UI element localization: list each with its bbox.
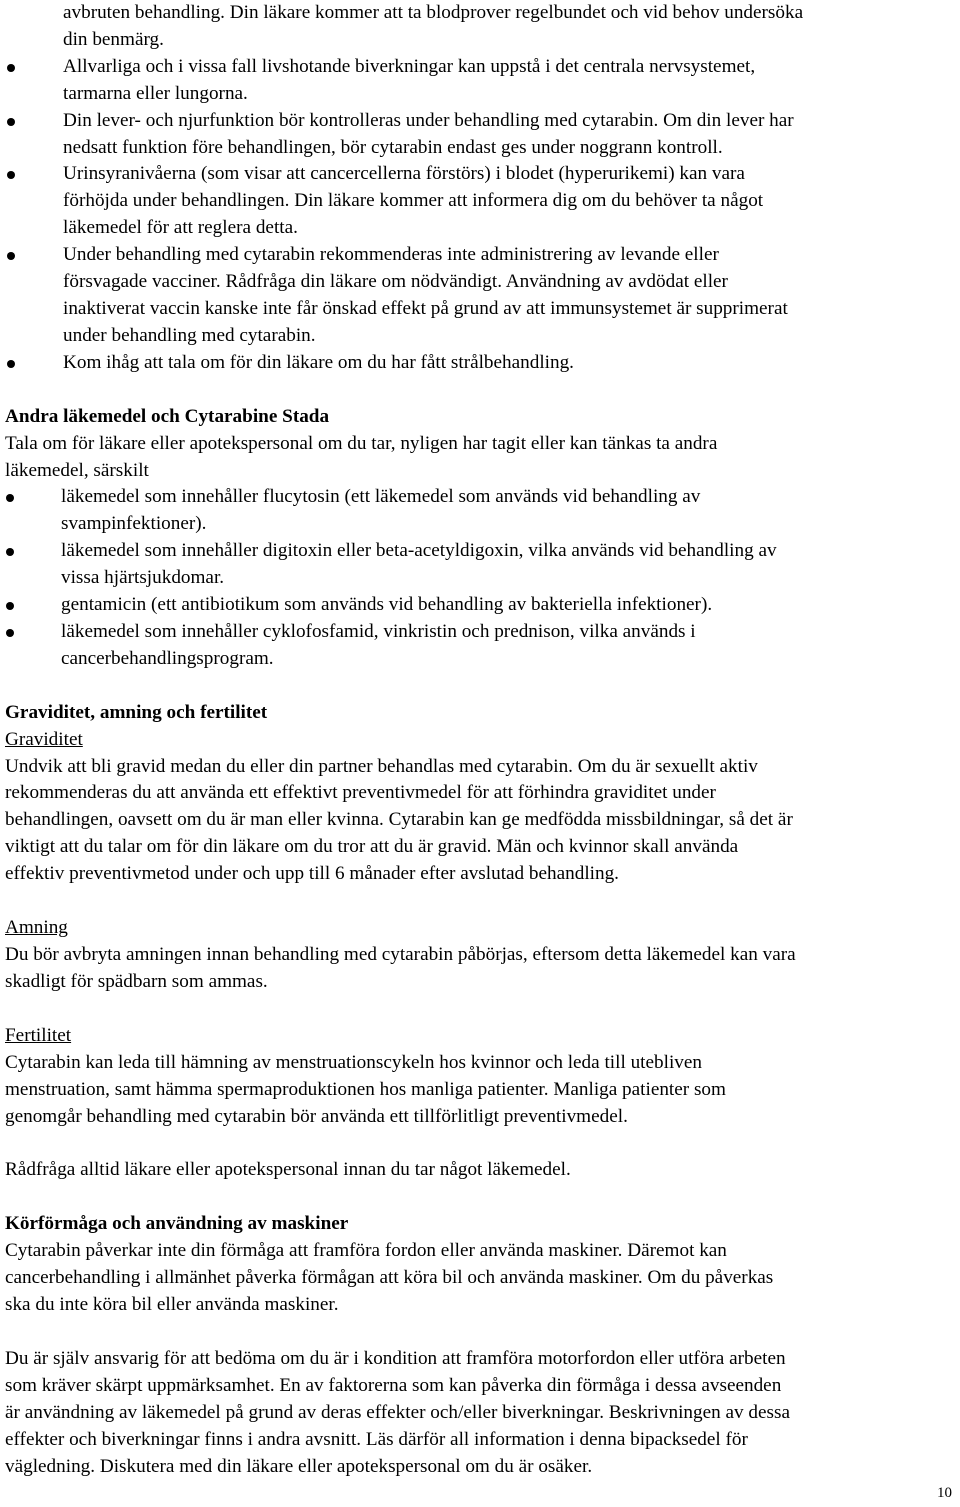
text-line: behandlingen, oavsett om du är man eller kvinna. Cytarabin kan ge medfödda missbildningar, så det är	[5, 809, 793, 831]
bullet-icon	[6, 548, 14, 556]
text-line: genomgår behandling med cytarabin bör använda ett tillförlitligt preventivmedel.	[5, 1105, 628, 1127]
text-line: avbruten behandling. Din läkare kommer att ta blodprover regelbundet och vid behov undersöka	[63, 2, 804, 23]
text-line: Du är själv ansvarig för att bedöma om du är i kondition att framföra motorfordon eller utföra arbeten	[5, 1347, 786, 1369]
list-item	[5, 592, 955, 619]
spacer	[5, 996, 955, 1023]
continued-paragraph	[5, 0, 955, 54]
text-line: läkemedel som innehåller cyklofosfamid, vinkristin och prednison, vilka används i	[61, 620, 696, 642]
text-line: menstruation, samt hämma spermaproduktionen hos manliga patienter. Manliga patienter som	[5, 1078, 726, 1100]
document-page	[5, 0, 955, 1481]
list-item	[5, 538, 955, 592]
text-line: cancerbehandling i allmänhet påverka förmågan att köra bil och använda maskiner. Om du påverkas	[5, 1267, 774, 1289]
warnings-list	[5, 54, 955, 377]
text-line: förhöjda under behandlingen. Din läkare kommer att informera dig om du behöver ta något	[63, 190, 764, 212]
spacer	[5, 1130, 955, 1157]
text-line: svampinfektioner).	[61, 513, 207, 535]
section-heading-driving: Körförmåga och användning av maskiner	[5, 1213, 349, 1235]
text-line: skadligt för spädbarn som ammas.	[5, 970, 268, 992]
text-line: tarmarna eller lungorna.	[63, 82, 248, 104]
text-line: effektiv preventivmetod under och upp till 6 månader efter avslutad behandling.	[5, 863, 619, 885]
text-line: Kom ihåg att tala om för din läkare om du har fått strålbehandling.	[63, 351, 574, 373]
text-line: inaktiverat vaccin kanske inte får önskad effekt på grund av att immunsystemet är supprimerat	[63, 297, 788, 319]
text-line: Cytarabin påverkar inte din förmåga att framföra fordon eller använda maskiner. Däremot kan	[5, 1240, 727, 1262]
subheading-fertilitet: Fertilitet	[5, 1024, 72, 1046]
spacer	[5, 673, 955, 700]
text-line: är användning av läkemedel på grund av deras effekter och/eller biverkningar. Beskrivningen av dessa	[5, 1401, 790, 1423]
text-line: Cytarabin kan leda till hämning av menstruationscykeln hos kvinnor och leda till utebliven	[5, 1051, 702, 1073]
text-line: viktigt att du talar om för din läkare om du tror att du är gravid. Män och kvinnor skall använda	[5, 836, 739, 858]
bullet-icon	[7, 64, 15, 72]
text-line: Tala om för läkare eller apotekspersonal om du tar, nyligen har tagit eller kan tänkas ta andra	[5, 432, 718, 454]
text-line: nedsatt funktion före behandlingen, bör cytarabin endast ges under noggrann kontroll.	[63, 136, 723, 158]
text-line: försvagade vacciner. Rådfråga din läkare om nödvändigt. Användning av avdödat eller	[63, 271, 728, 293]
subheading-amning: Amning	[5, 917, 68, 939]
text-line: din benmärg.	[63, 28, 164, 50]
text-line: som kräver skärpt uppmärksamhet. En av faktorerna som kan påverka din förmåga i dessa avseenden	[5, 1374, 782, 1396]
list-item	[5, 619, 955, 673]
bullet-icon	[6, 602, 14, 610]
list-item	[5, 108, 955, 162]
driving-paragraph-2	[5, 1346, 955, 1481]
text-line: Urinsyranivåerna (som visar att cancercellerna förstörs) i blodet (hyperurikemi) kan vara	[63, 163, 745, 185]
text-line: effekter och biverkningar finns i andra avsnitt. Läs därför all information i denna bipacksedel för	[5, 1428, 748, 1450]
section-heading-other-medicines: Andra läkemedel och Cytarabine Stada	[5, 405, 330, 427]
other-medicines-list	[5, 484, 955, 672]
list-item	[5, 242, 955, 350]
text-line: vissa hjärtsjukdomar.	[61, 567, 225, 589]
text-line: ska du inte köra bil eller använda maskiner.	[5, 1294, 339, 1316]
text-line: rekommenderas du att använda ett effektivt preventivmedel för att förhindra graviditet under	[5, 782, 716, 804]
text-line: läkemedel för att reglera detta.	[63, 217, 298, 239]
spacer	[5, 888, 955, 915]
spacer	[5, 1184, 955, 1211]
text-line: Undvik att bli gravid medan du eller din partner behandlas med cytarabin. Om du är sexuellt aktiv	[5, 755, 758, 777]
graviditet-paragraph	[5, 754, 955, 889]
text-line: Du bör avbryta amningen innan behandling med cytarabin påbörjas, eftersom detta läkemedel kan vara	[5, 944, 796, 965]
spacer	[5, 377, 955, 404]
bullet-icon	[6, 629, 14, 637]
list-item	[5, 54, 955, 108]
driving-paragraph-1	[5, 1238, 955, 1319]
section-heading-pregnancy: Graviditet, amning och fertilitet	[5, 701, 268, 723]
text-line: läkemedel som innehåller digitoxin eller beta-acetyldigoxin, vilka används vid behandling av	[61, 540, 777, 562]
bullet-icon	[7, 171, 15, 179]
page-number: 10	[937, 1485, 952, 1501]
intro-paragraph	[5, 431, 955, 485]
text-line: Under behandling med cytarabin rekommenderas inte administrering av levande eller	[63, 244, 719, 266]
advice-paragraph: Rådfråga alltid läkare eller apotekspersonal innan du tar något läkemedel.	[5, 1159, 571, 1181]
subheading-graviditet: Graviditet	[5, 728, 83, 750]
amning-paragraph	[5, 942, 955, 996]
text-line: läkemedel som innehåller flucytosin (ett läkemedel som används vid behandling av	[61, 486, 701, 508]
list-item	[5, 161, 955, 242]
bullet-icon	[7, 118, 15, 126]
bullet-icon	[7, 252, 15, 260]
bullet-icon	[6, 494, 14, 502]
list-item	[5, 484, 955, 538]
text-line: Din lever- och njurfunktion bör kontrolleras under behandling med cytarabin. Om din lever har	[63, 109, 794, 131]
text-line: läkemedel, särskilt	[5, 459, 149, 481]
text-line: Allvarliga och i vissa fall livshotande biverkningar kan uppstå i det centrala nervsystemet,	[63, 55, 756, 77]
list-item	[5, 350, 955, 377]
spacer	[5, 1319, 955, 1346]
text-line: vägledning. Diskutera med din läkare eller apotekspersonal om du är osäker.	[5, 1455, 593, 1477]
text-line: cancerbehandlingsprogram.	[61, 647, 274, 669]
text-line: gentamicin (ett antibiotikum som används vid behandling av bakteriella infektioner).	[61, 594, 713, 616]
text-line: under behandling med cytarabin.	[63, 324, 316, 346]
bullet-icon	[7, 360, 15, 368]
fertilitet-paragraph	[5, 1050, 955, 1131]
